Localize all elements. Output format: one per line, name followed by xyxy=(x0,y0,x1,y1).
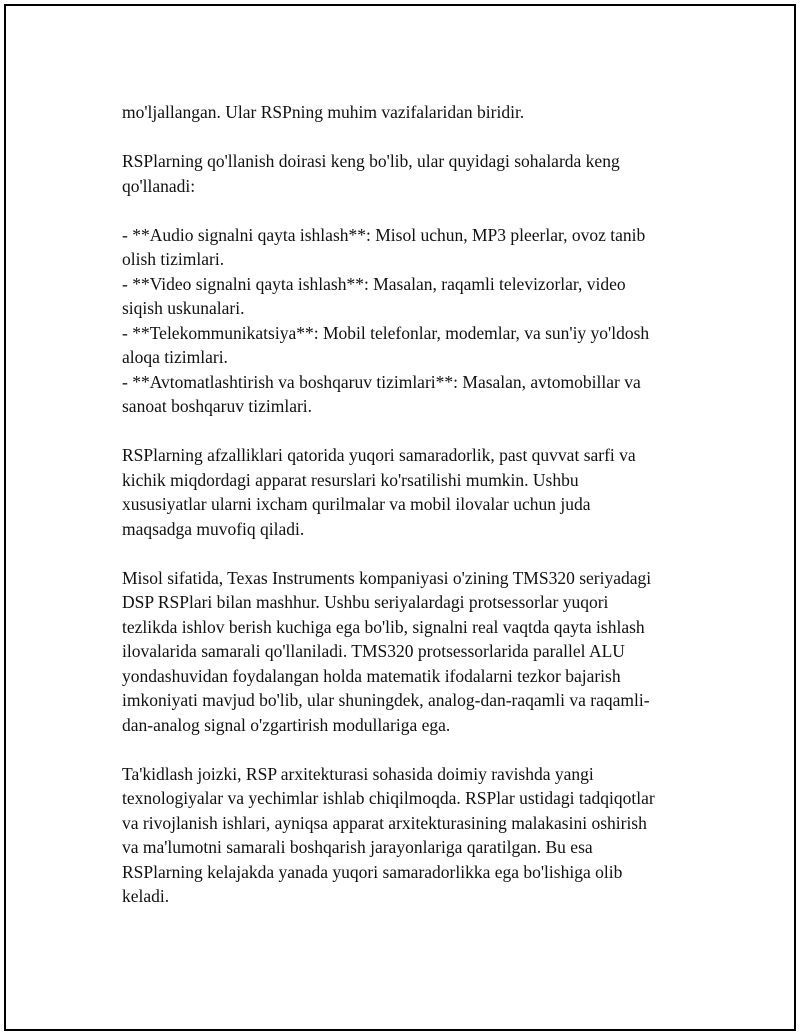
list-item-audio-cont: olish tizimlari. xyxy=(122,249,225,269)
text-line: tezlikda ishlov berish kuchiga ega bo'lib, signalni real vaqtda qayta ishlash xyxy=(122,616,645,637)
text-line: ilovalarida samarali qo'llaniladi. TMS320 protsessorlarida parallel ALU xyxy=(122,641,625,661)
text-line: yondashuvidan foydalangan holda matematik ifodalarni tezkor bajarish xyxy=(122,665,621,686)
list-item-video: - **Video signalni qayta ishlash**: Masalan, raqamli televizorlar, video xyxy=(122,273,626,294)
text-line: xususiyatlar ularni ixcham qurilmalar va mobil ilovalar uchun juda xyxy=(122,494,591,514)
text-line: va ma'lumotni samarali boshqarish jarayonlariga qaratilgan. Bu esa xyxy=(122,837,593,857)
list-item-automation: - **Avtomatlashtirish va boshqaruv tizimlari**: Masalan, avtomobillar va xyxy=(122,371,641,392)
text-line: qo'llanadi: xyxy=(122,175,196,196)
list-item-video-cont: siqish uskunalari. xyxy=(122,298,245,318)
text-line: RSPlarning kelajakda yanada yuqori samaradorlikka ega bo'lishiga olib xyxy=(122,861,623,882)
text-line: Misol sifatida, Texas Instruments kompaniyasi o'zining TMS320 seriyadagi xyxy=(122,567,652,588)
list-item-telecom-cont: aloqa tizimlari. xyxy=(122,347,228,367)
list-item-audio: - **Audio signalni qayta ishlash**: Misol uchun, MP3 pleerlar, ovoz tanib xyxy=(122,224,646,245)
text-line: DSP RSPlari bilan mashhur. Ushbu seriyalardagi protsessorlar yuqori xyxy=(122,592,609,612)
paragraph-application-list xyxy=(122,223,697,419)
paragraph-advantages xyxy=(122,443,697,541)
text-line: RSPlarning afzalliklari qatorida yuqori samaradorlik, past quvvat sarfi va xyxy=(122,445,636,465)
list-item-telecom: - **Telekommunikatsiya**: Mobil telefonlar, modemlar, va sun'iy yo'ldosh xyxy=(122,322,650,343)
paragraph-intro xyxy=(122,100,697,125)
list-item-automation-cont: sanoat boshqaruv tizimlari. xyxy=(122,396,313,416)
text-line: RSPlarning qo'llanish doirasi keng bo'lib, ular quyidagi sohalarda keng xyxy=(122,151,620,171)
page-frame xyxy=(4,4,796,1031)
text-line: imkoniyati mavjud bo'lib, ular shuningdek, analog-dan-raqamli va raqamli- xyxy=(122,690,650,710)
text-line: maqsadga muvofiq qiladi. xyxy=(122,518,305,539)
document-body xyxy=(122,100,697,933)
text-line: Ta'kidlash joizki, RSP arxitekturasi sohasida doimiy ravishda yangi xyxy=(122,763,594,784)
text-line: keladi. xyxy=(122,886,170,906)
paragraph-example xyxy=(122,566,697,738)
text-line: texnologiyalar va yechimlar ishlab chiqilmoqda. RSPlar ustidagi tadqiqotlar xyxy=(122,788,655,808)
text-line: va rivojlanish ishlari, ayniqsa apparat arxitekturasining malakasini oshirish xyxy=(122,812,647,833)
text-line: kichik miqdordagi apparat resurslari ko'rsatilishi mumkin. Ushbu xyxy=(122,469,579,490)
text-line: mo'ljallangan. Ular RSPning muhim vazifalaridan biridir. xyxy=(122,102,525,122)
text-line: dan-analog signal o'zgartirish modullariga ega. xyxy=(122,714,451,735)
paragraph-scope xyxy=(122,149,697,198)
paragraph-conclusion xyxy=(122,762,697,909)
